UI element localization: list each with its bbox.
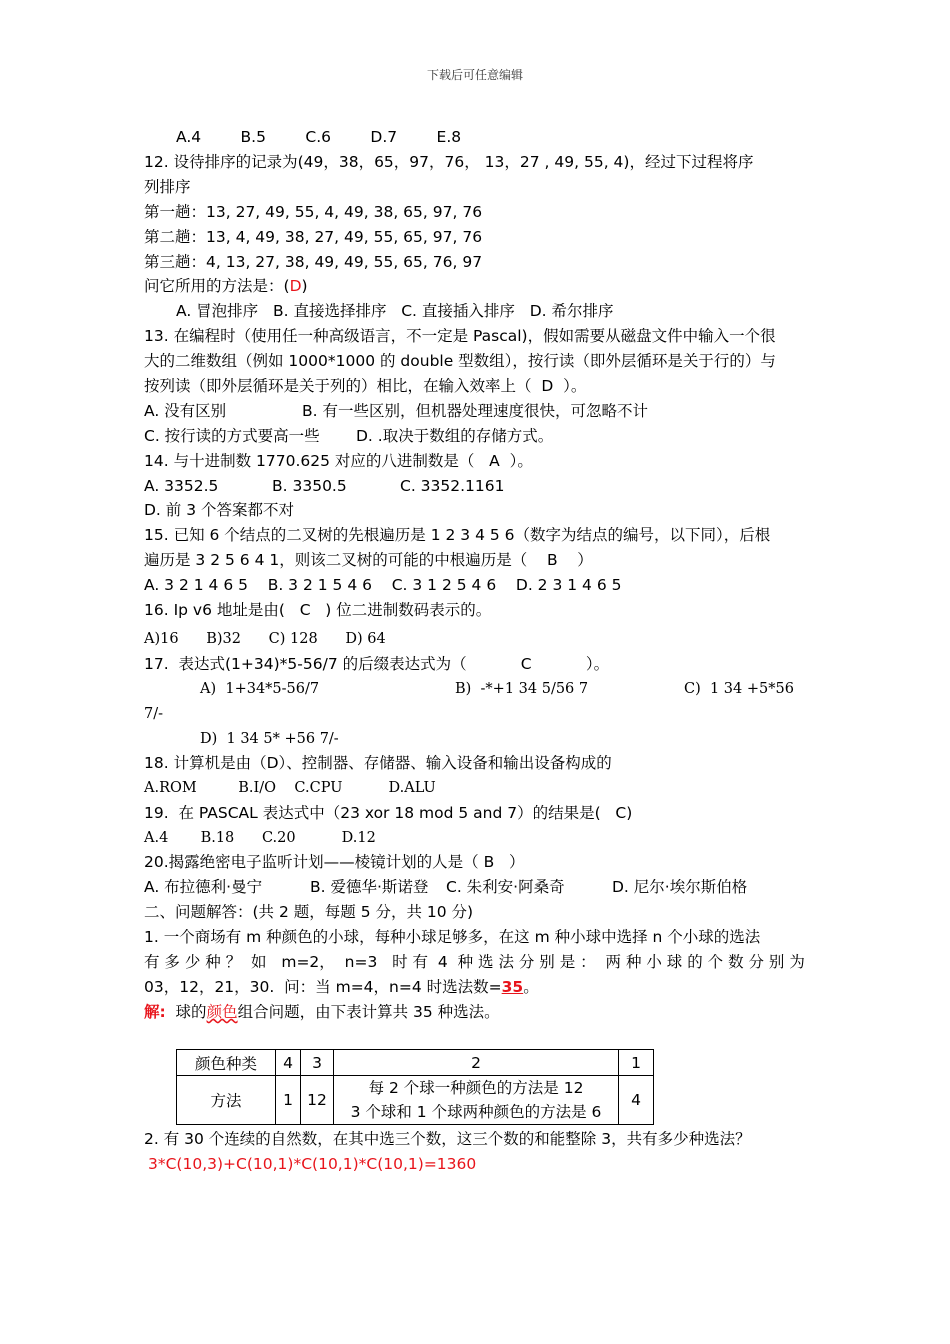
q13-option-d: D. .取决于数组的存储方式。	[356, 427, 554, 445]
page-header: 下载后可任意编辑	[426, 68, 523, 82]
q14-option-b: B. 3350.5	[272, 477, 347, 495]
q18-line1: 18. 计算机是由（D）、控制器、存储器、输入设备和输出设备构成的	[144, 754, 612, 772]
table-cell: 12	[301, 1076, 334, 1125]
q12-ask-suffix: )	[301, 277, 308, 295]
q17-line1: 17. 表达式(1+34)*5-56/7 的后缀表达式为（ C ）。	[144, 655, 610, 673]
problem1-line3-prefix: 03，12，21，30. 问：当 m=4，n=4 时选法数=	[144, 978, 502, 996]
q13-line3: 按列读（即外层循环是关于列的）相比，在输入效率上（ D ）。	[144, 377, 587, 395]
table-cell-methods-line1: 每 2 个球一种颜色的方法是 12	[368, 1079, 584, 1097]
solution-line	[144, 1002, 500, 1022]
q12-pass3: 第三趟：4, 13, 27, 38, 49, 49, 55, 65, 76, 97	[144, 253, 483, 271]
problem1-line3-suffix: 。	[523, 978, 539, 996]
problem1-answer: 35	[501, 978, 524, 996]
q20-line1: 20.揭露绝密电子监听计划——棱镜计划的人是（ B ）	[144, 853, 525, 871]
table-cell: 1	[276, 1076, 301, 1125]
q15-options: A. 3 2 1 4 6 5 B. 3 2 1 5 4 6 C. 3 1 2 5 4 6 D. 2 3 1 4 6 5	[144, 576, 622, 594]
solution-text-a: 球的	[165, 1003, 207, 1021]
q12-pass2: 第二趟：13, 4, 49, 38, 27, 49, 55, 65, 97, 76	[144, 228, 483, 246]
q20-option-b: B. 爱德华·斯诺登	[310, 878, 429, 896]
solution-label: 解:	[144, 1003, 166, 1021]
q16-options: A)16 B)32 C) 128 D) 64	[144, 631, 386, 647]
q17-option-b: B) -*+1 34 5/56 7	[455, 681, 589, 697]
q19-options: A.4 B.18 C.20 D.12	[144, 830, 376, 846]
q20-option-a: A. 布拉德利·曼宁	[144, 878, 263, 896]
section2-title: 二、问题解答：(共 2 题，每题 5 分，共 10 分)	[144, 903, 474, 921]
table-cell-methods-line2: 3 个球和 1 个球两种颜色的方法是 6	[350, 1103, 602, 1121]
table-row-label: 方法	[177, 1076, 276, 1125]
table-cell-methods	[334, 1076, 619, 1125]
q17-option-c: C) 1 34 +5*56	[684, 681, 794, 697]
problem2-answer: 3*C(10,3)+C(10,1)*C(10,1)*C(10,1)=1360	[148, 1155, 477, 1173]
table-row	[177, 1076, 654, 1125]
q13-option-c: C. 按行读的方式要高一些	[144, 427, 320, 445]
q15-line1: 15. 已知 6 个结点的二叉树的先根遍历是 1 2 3 4 5 6（数字为结点的编号，以下同），后根	[144, 526, 771, 544]
problem2-line1: 2. 有 30 个连续的自然数，在其中选三个数，这三个数的和能整除 3，共有多少种选法？	[144, 1130, 751, 1148]
q20-option-c: C. 朱利安·阿桑奇	[446, 878, 565, 896]
q17-option-c-continued: 7/-	[144, 706, 164, 722]
table-header-cell: 4	[276, 1050, 301, 1076]
q19-line1: 19. 在 PASCAL 表达式中（23 xor 18 mod 5 and 7）的结果是( C)	[144, 804, 633, 822]
q13-option-b: B. 有一些区别，但机器处理速度很快，可忽略不计	[302, 402, 648, 420]
q11-options: A.4 B.5 C.6 D.7 E.8	[176, 128, 462, 146]
q12-line2: 列排序	[144, 178, 191, 196]
table-header-cell: 1	[619, 1050, 654, 1076]
table-header-label: 颜色种类	[177, 1050, 276, 1076]
q14-line1: 14. 与十进制数 1770.625 对应的八进制数是（ A ）。	[144, 452, 533, 470]
color-combination-table	[176, 1049, 654, 1125]
solution-text-b: 组合问题，由下表计算共 35 种选法。	[237, 1003, 500, 1021]
table-cell: 4	[619, 1076, 654, 1125]
table-header-cell: 3	[301, 1050, 334, 1076]
q12-options: A. 冒泡排序 B. 直接选择排序 C. 直接插入排序 D. 希尔排序	[176, 302, 614, 320]
q14-option-d: D. 前 3 个答案都不对	[144, 501, 295, 519]
q13-line2: 大的二维数组（例如 1000*1000 的 double 型数组），按行读（即外层循环是关于行的）与	[144, 352, 776, 370]
q17-option-a: A) 1+34*5-56/7	[200, 681, 320, 697]
q12-ask-prefix: 问它所用的方法是：(	[144, 277, 290, 295]
problem1-line2: 有 多 少 种 ？ 如 m=2， n=3 时 有 4 种 选 法 分 别 是 ： 两 种 小 球 的 个 数 分 别 为	[144, 953, 805, 971]
q12-line1: 12. 设待排序的记录为(49，38，65，97，76， 13，27 , 49, 55, 4)，经过下过程将序	[144, 153, 754, 171]
table-header-row	[177, 1050, 654, 1076]
table-header-cell: 2	[334, 1050, 619, 1076]
q17-option-d: D) 1 34 5* +56 7/-	[200, 731, 339, 747]
q14-option-c: C. 3352.1161	[400, 477, 505, 495]
q13-option-a: A. 没有区别	[144, 402, 227, 420]
q18-options: A.ROM B.I/O C.CPU D.ALU	[144, 780, 436, 796]
q14-option-a: A. 3352.5	[144, 477, 219, 495]
solution-text-colors: 颜色	[206, 1003, 238, 1021]
q13-line1: 13. 在编程时（使用任一种高级语言，不一定是 Pascal)，假如需要从磁盘文件中输入一个很	[144, 327, 776, 345]
q20-option-d: D. 尼尔·埃尔斯伯格	[612, 878, 748, 896]
q15-line2: 遍历是 3 2 5 6 4 1，则该二叉树的可能的中根遍历是（ B ）	[144, 551, 593, 569]
problem1-line3	[144, 977, 539, 997]
q12-question	[144, 276, 308, 296]
q12-pass1: 第一趟：13, 27, 49, 55, 4, 49, 38, 65, 97, 76	[144, 203, 483, 221]
q16-line1: 16. Ip v6 地址是由( C ) 位二进制数码表示的。	[144, 601, 492, 619]
q12-answer: D	[289, 277, 302, 295]
problem1-line1: 1. 一个商场有 m 种颜色的小球，每种小球足够多，在这 m 种小球中选择 n 个小球的选法	[144, 928, 761, 946]
